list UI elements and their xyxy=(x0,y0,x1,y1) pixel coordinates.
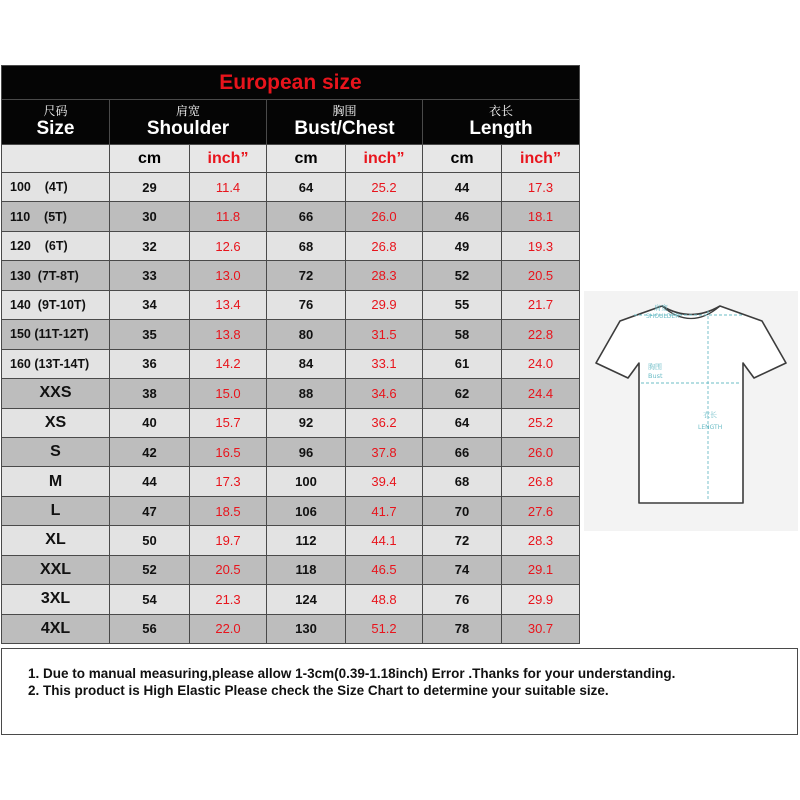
chest-cm-cell: 92 xyxy=(267,408,346,437)
length-inch-cell: 26.0 xyxy=(502,437,580,466)
chest-inch-cell: 51.2 xyxy=(346,614,423,643)
chest-inch-cell: 46.5 xyxy=(346,555,423,584)
shoulder-cm-cell: 36 xyxy=(110,349,190,378)
shoulder-cm-cell: 52 xyxy=(110,555,190,584)
chest-cm-cell: 112 xyxy=(267,526,346,555)
chest-inch-cell: 26.0 xyxy=(346,202,423,231)
size-cell: XXL xyxy=(2,555,110,584)
chest-cm-cell: 118 xyxy=(267,555,346,584)
chest-inch-cell: 26.8 xyxy=(346,231,423,260)
chest-cm-cell: 88 xyxy=(267,379,346,408)
header-row xyxy=(2,100,580,145)
unit-cm: cm xyxy=(110,145,190,173)
length-inch-cell: 30.7 xyxy=(502,614,580,643)
shoulder-inch-cell: 21.3 xyxy=(190,585,267,614)
shoulder-inch-cell: 22.0 xyxy=(190,614,267,643)
header-length xyxy=(423,100,580,145)
chest-inch-cell: 44.1 xyxy=(346,526,423,555)
shoulder-cm-cell: 54 xyxy=(110,585,190,614)
length-inch-cell: 17.3 xyxy=(502,173,580,202)
chest-cm-cell: 72 xyxy=(267,261,346,290)
length-inch-cell: 25.2 xyxy=(502,408,580,437)
chest-inch-cell: 36.2 xyxy=(346,408,423,437)
length-label-en: LENGTH xyxy=(698,424,723,431)
length-inch-cell: 21.7 xyxy=(502,290,580,319)
table-row xyxy=(2,231,580,260)
table-row xyxy=(2,320,580,349)
length-label-cn: 衣长 xyxy=(703,411,717,419)
table-row xyxy=(2,496,580,525)
tshirt-measurement-diagram xyxy=(584,291,798,531)
chest-cm-cell: 76 xyxy=(267,290,346,319)
shoulder-inch-cell: 14.2 xyxy=(190,349,267,378)
shoulder-cm-cell: 34 xyxy=(110,290,190,319)
length-cm-cell: 74 xyxy=(423,555,502,584)
shoulder-inch-cell: 11.4 xyxy=(190,173,267,202)
header-length-en: Length xyxy=(469,117,533,139)
table-row xyxy=(2,555,580,584)
header-length-cn: 衣长 xyxy=(488,104,513,119)
table-row xyxy=(2,526,580,555)
length-inch-cell: 24.4 xyxy=(502,379,580,408)
size-rows xyxy=(2,173,580,644)
shoulder-cm-cell: 29 xyxy=(110,173,190,202)
chest-inch-cell: 31.5 xyxy=(346,320,423,349)
shoulder-inch-cell: 13.8 xyxy=(190,320,267,349)
length-cm-cell: 76 xyxy=(423,585,502,614)
chest-cm-cell: 66 xyxy=(267,202,346,231)
bust-label-en: Bust xyxy=(648,372,663,380)
size-chart-table xyxy=(1,65,580,644)
unit-cm: cm xyxy=(267,145,346,173)
length-inch-cell: 22.8 xyxy=(502,320,580,349)
unit-inch: inch” xyxy=(502,145,580,173)
chest-inch-cell: 34.6 xyxy=(346,379,423,408)
chart-title: European size xyxy=(2,66,580,100)
shoulder-inch-cell: 12.6 xyxy=(190,231,267,260)
table-row xyxy=(2,379,580,408)
chest-cm-cell: 96 xyxy=(267,437,346,466)
chest-cm-cell: 106 xyxy=(267,496,346,525)
chest-inch-cell: 41.7 xyxy=(346,496,423,525)
chest-inch-cell: 37.8 xyxy=(346,437,423,466)
header-chest-cn: 胸围 xyxy=(332,104,357,119)
title-row xyxy=(2,66,580,100)
shoulder-inch-cell: 15.7 xyxy=(190,408,267,437)
table-row xyxy=(2,408,580,437)
header-shoulder-cn: 肩宽 xyxy=(175,104,200,119)
shoulder-inch-cell: 16.5 xyxy=(190,437,267,466)
size-cell: S xyxy=(2,437,110,466)
chest-cm-cell: 84 xyxy=(267,349,346,378)
shoulder-label-cn: 肩宽 xyxy=(654,304,668,312)
unit-cm: cm xyxy=(423,145,502,173)
chest-cm-cell: 80 xyxy=(267,320,346,349)
chest-cm-cell: 124 xyxy=(267,585,346,614)
chest-cm-cell: 68 xyxy=(267,231,346,260)
shoulder-cm-cell: 32 xyxy=(110,231,190,260)
length-inch-cell: 29.9 xyxy=(502,585,580,614)
header-chest-en: Bust/Chest xyxy=(294,117,395,139)
table-row xyxy=(2,585,580,614)
size-cell: 100 (4T) xyxy=(2,173,110,202)
header-shoulder xyxy=(110,100,267,145)
table-row xyxy=(2,614,580,643)
tshirt-outline xyxy=(596,306,786,503)
length-inch-cell: 24.0 xyxy=(502,349,580,378)
shoulder-cm-cell: 44 xyxy=(110,467,190,496)
notes-box xyxy=(1,648,798,735)
size-cell: 130 (7T-8T) xyxy=(2,261,110,290)
length-cm-cell: 68 xyxy=(423,467,502,496)
size-cell: XS xyxy=(2,408,110,437)
shoulder-cm-cell: 42 xyxy=(110,437,190,466)
unit-blank xyxy=(2,145,110,173)
length-inch-cell: 26.8 xyxy=(502,467,580,496)
chest-inch-cell: 25.2 xyxy=(346,173,423,202)
size-cell: 110 (5T) xyxy=(2,202,110,231)
shoulder-cm-cell: 35 xyxy=(110,320,190,349)
size-cell: 140 (9T-10T) xyxy=(2,290,110,319)
header-size-cn: 尺码 xyxy=(43,104,68,119)
size-cell: 4XL xyxy=(2,614,110,643)
size-cell: XXS xyxy=(2,379,110,408)
tshirt-illustration xyxy=(584,291,798,531)
shoulder-cm-cell: 56 xyxy=(110,614,190,643)
size-cell: 160 (13T-14T) xyxy=(2,349,110,378)
size-cell: M xyxy=(2,467,110,496)
chest-inch-cell: 48.8 xyxy=(346,585,423,614)
size-cell: L xyxy=(2,496,110,525)
length-cm-cell: 78 xyxy=(423,614,502,643)
length-inch-cell: 19.3 xyxy=(502,231,580,260)
chest-inch-cell: 28.3 xyxy=(346,261,423,290)
shoulder-inch-cell: 17.3 xyxy=(190,467,267,496)
chest-inch-cell: 33.1 xyxy=(346,349,423,378)
bust-label-cn: 胸围 xyxy=(648,363,662,371)
shoulder-inch-cell: 13.0 xyxy=(190,261,267,290)
header-chest xyxy=(267,100,423,145)
length-cm-cell: 46 xyxy=(423,202,502,231)
length-cm-cell: 64 xyxy=(423,408,502,437)
shoulder-inch-cell: 18.5 xyxy=(190,496,267,525)
note-2: 2. This product is High Elastic Please check the Size Chart to determine your suitable size. xyxy=(28,683,609,698)
length-cm-cell: 61 xyxy=(423,349,502,378)
header-size xyxy=(2,100,110,145)
chest-inch-cell: 29.9 xyxy=(346,290,423,319)
note-1: 1. Due to manual measuring,please allow 1-3cm(0.39-1.18inch) Error .Thanks for your understanding. xyxy=(28,666,676,681)
length-cm-cell: 66 xyxy=(423,437,502,466)
header-shoulder-en: Shoulder xyxy=(146,117,230,139)
length-cm-cell: 70 xyxy=(423,496,502,525)
length-cm-cell: 72 xyxy=(423,526,502,555)
unit-inch: inch” xyxy=(190,145,267,173)
unit-inch: inch” xyxy=(346,145,423,173)
header-size-en: Size xyxy=(36,117,75,139)
shoulder-inch-cell: 15.0 xyxy=(190,379,267,408)
length-inch-cell: 29.1 xyxy=(502,555,580,584)
shoulder-cm-cell: 30 xyxy=(110,202,190,231)
shoulder-cm-cell: 47 xyxy=(110,496,190,525)
shoulder-cm-cell: 40 xyxy=(110,408,190,437)
shoulder-inch-cell: 11.8 xyxy=(190,202,267,231)
shoulder-cm-cell: 38 xyxy=(110,379,190,408)
length-cm-cell: 55 xyxy=(423,290,502,319)
table-row xyxy=(2,173,580,202)
size-cell: 120 (6T) xyxy=(2,231,110,260)
chest-cm-cell: 130 xyxy=(267,614,346,643)
table-row xyxy=(2,290,580,319)
length-inch-cell: 27.6 xyxy=(502,496,580,525)
table-row xyxy=(2,437,580,466)
length-inch-cell: 28.3 xyxy=(502,526,580,555)
shoulder-cm-cell: 33 xyxy=(110,261,190,290)
table-row xyxy=(2,261,580,290)
chest-inch-cell: 39.4 xyxy=(346,467,423,496)
length-cm-cell: 52 xyxy=(423,261,502,290)
length-inch-cell: 20.5 xyxy=(502,261,580,290)
length-cm-cell: 49 xyxy=(423,231,502,260)
shoulder-inch-cell: 19.7 xyxy=(190,526,267,555)
length-inch-cell: 18.1 xyxy=(502,202,580,231)
shoulder-cm-cell: 50 xyxy=(110,526,190,555)
length-cm-cell: 62 xyxy=(423,379,502,408)
shoulder-inch-cell: 20.5 xyxy=(190,555,267,584)
chest-cm-cell: 64 xyxy=(267,173,346,202)
chest-cm-cell: 100 xyxy=(267,467,346,496)
table-row xyxy=(2,349,580,378)
length-cm-cell: 58 xyxy=(423,320,502,349)
size-cell: 150 (11T-12T) xyxy=(2,320,110,349)
shoulder-inch-cell: 13.4 xyxy=(190,290,267,319)
size-cell: 3XL xyxy=(2,585,110,614)
length-cm-cell: 44 xyxy=(423,173,502,202)
table-row xyxy=(2,202,580,231)
unit-row xyxy=(2,145,580,173)
table-row xyxy=(2,467,580,496)
shoulder-label-en: SHOULDER xyxy=(646,313,680,320)
size-cell: XL xyxy=(2,526,110,555)
